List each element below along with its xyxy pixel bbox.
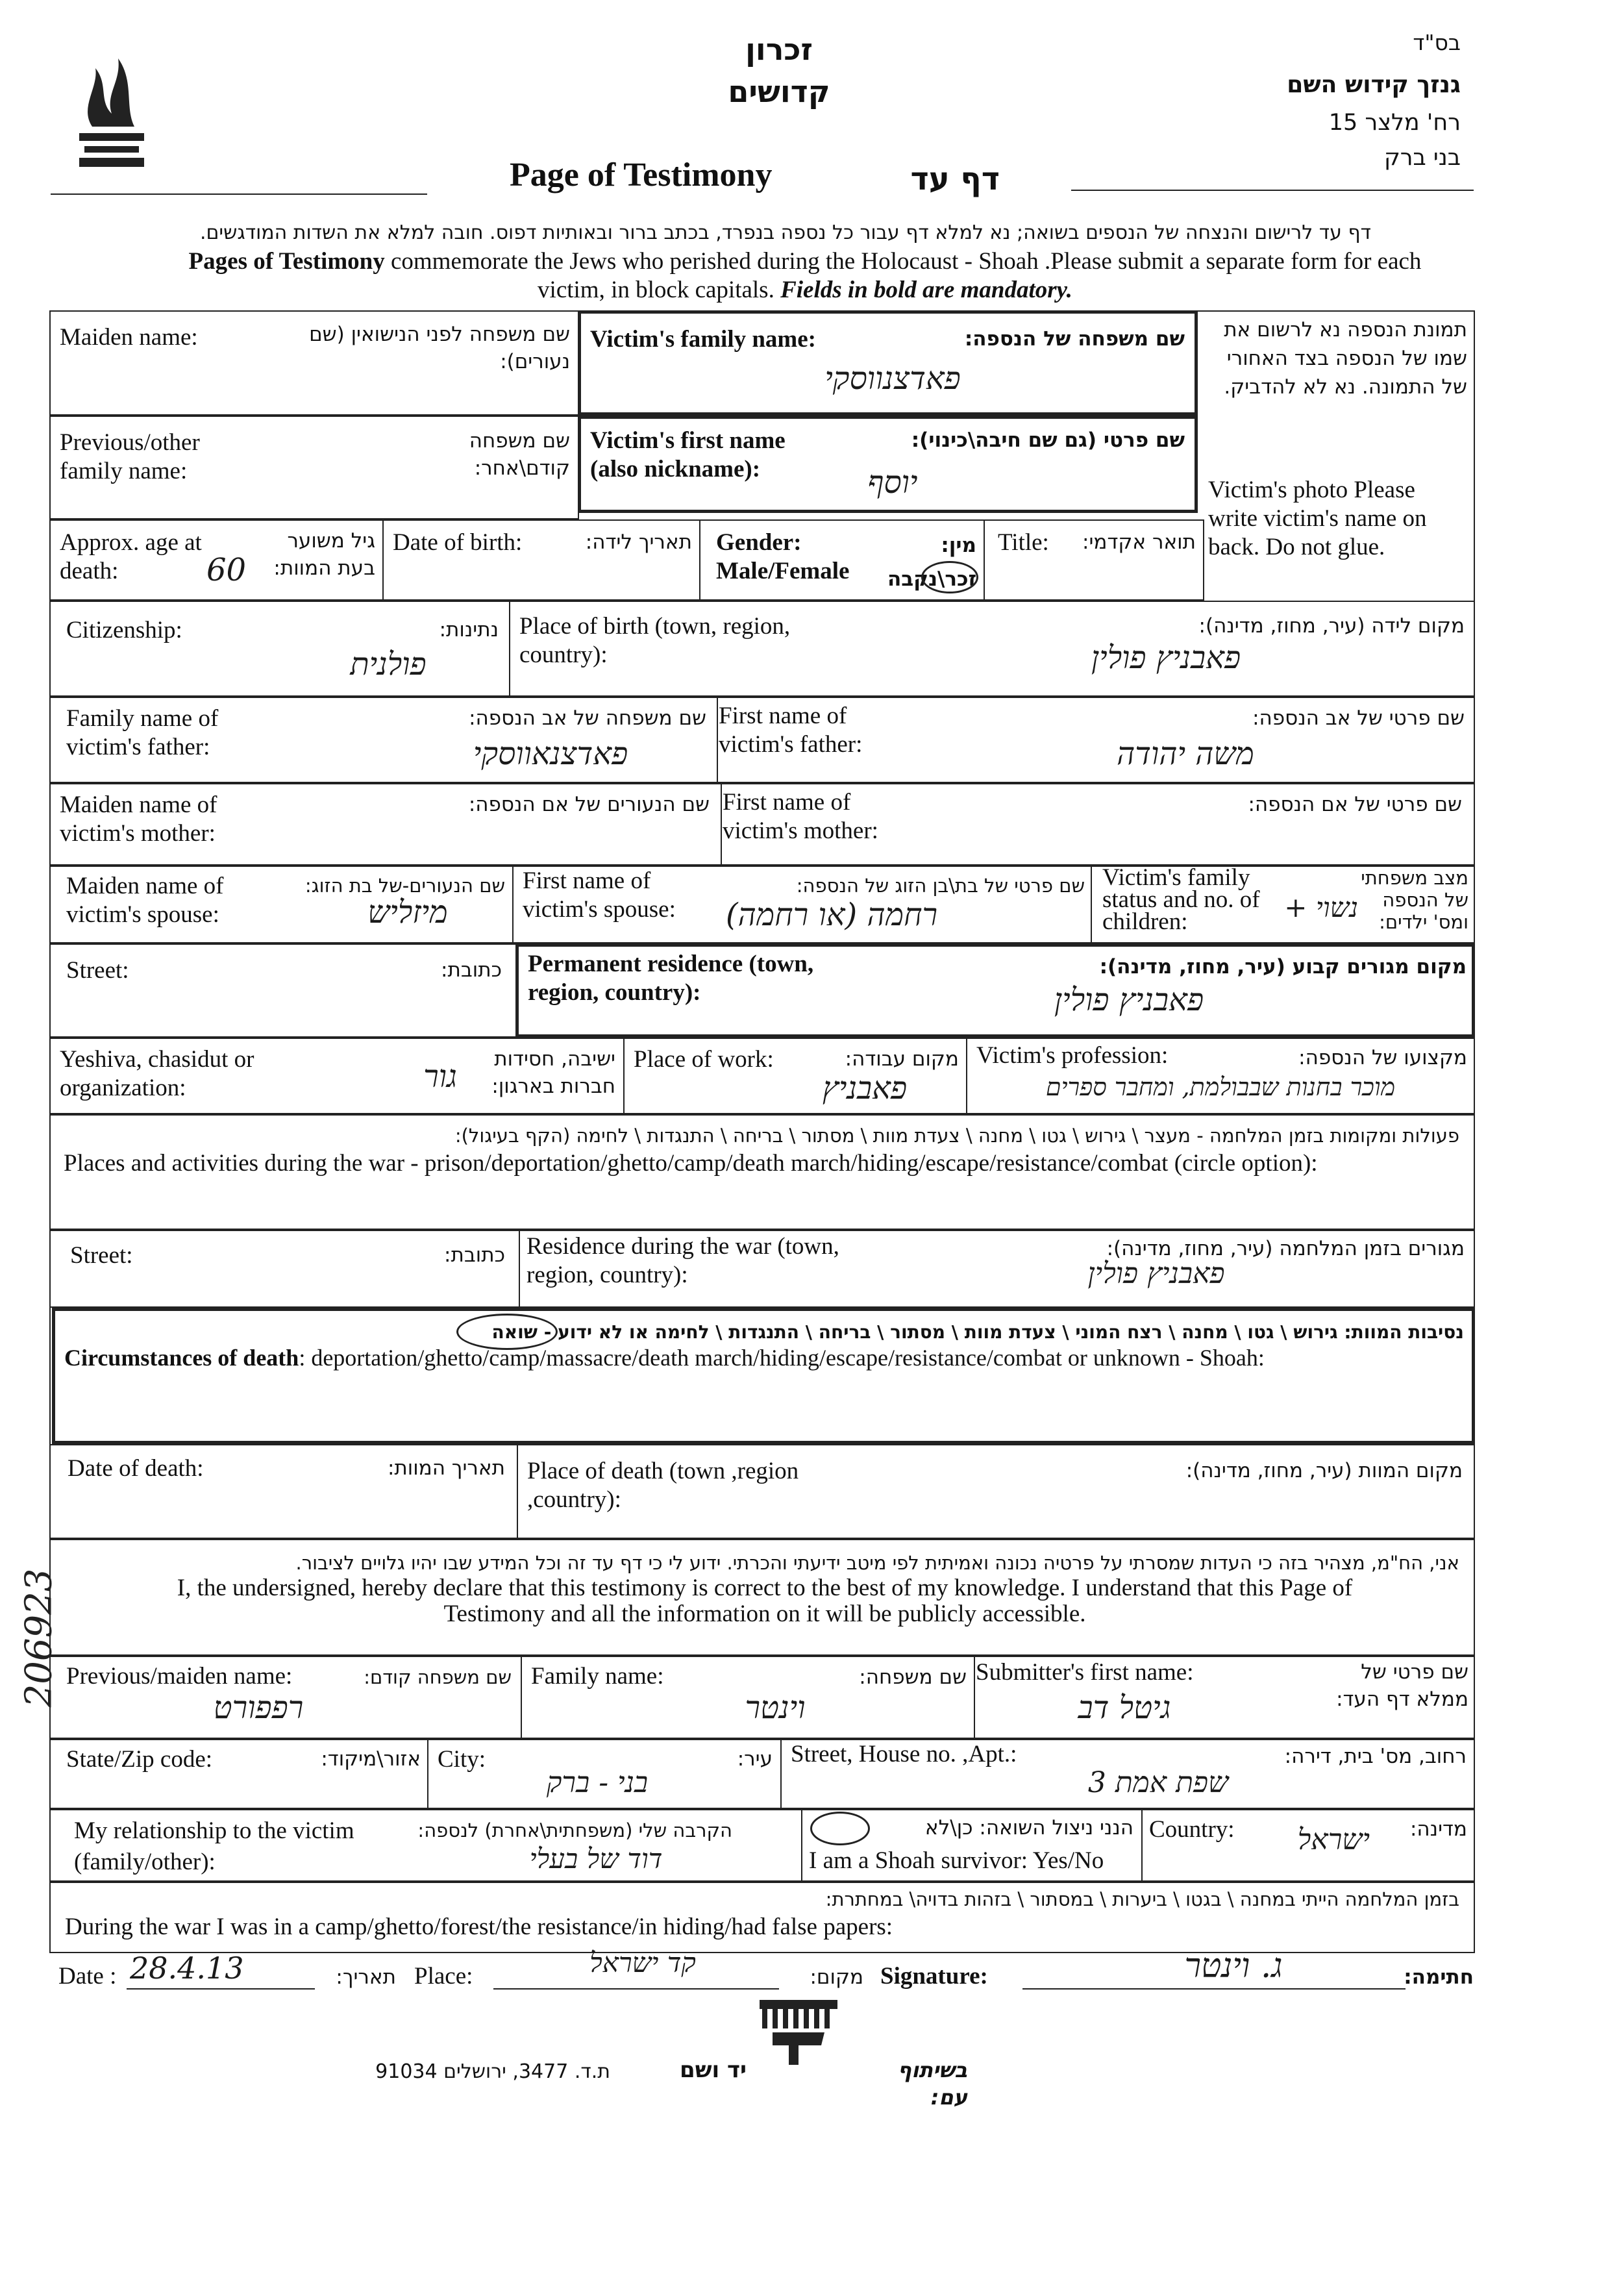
war-residence-cell[interactable]: Residence during the war (town, region, country): מגורים בזמן המלחמה (עיר, מחוז, מדינה): פאבניץ פולין	[519, 1230, 1475, 1308]
submitter-family-name-value: וינטר	[745, 1690, 806, 1726]
country-value: ישראל	[1297, 1823, 1370, 1856]
signature-label: Signature:	[880, 1963, 988, 1990]
place-of-work-value: פאבניץ	[822, 1070, 908, 1106]
circumstances-cell[interactable]: נסיבות המוות: גירוש \ גטו \ מחנה \ רצח המוני \ צעדת מוות \ מסתור \ בריחה \ התנגדות \ לחימה או לא ידוע - שואה Circumstances of death: deportation/ghetto/camp/massacre/death march/hiding/escape/resistance/combat or unknown - Shoah:	[52, 1308, 1475, 1444]
date-label: Date :	[58, 1963, 117, 1990]
father-family-cell[interactable]: Family name of victim's father: שם משפחה של אב הנספה: פאדצנאווסקי	[49, 697, 718, 783]
spouse-maiden-cell[interactable]: Maiden name of victim's spouse: שם הנעורים-של בת הזוג: מיזליש	[49, 866, 514, 943]
submitter-zip-cell[interactable]: State/Zip code: אזור\מיקוד:	[49, 1739, 428, 1809]
dob-cell[interactable]: Date of birth: תאריך לידה:	[382, 519, 700, 601]
street-cell[interactable]: Street: כתובת:	[49, 943, 517, 1038]
war-residence-value: פאבניץ פולין	[1087, 1257, 1225, 1290]
intro-en: Pages of Testimony commemorate the Jews who perished during the Holocaust - Shoah .Please submit a separate form for each	[188, 248, 1422, 275]
father-family-value: פאדצנאווסקי	[473, 736, 628, 772]
title-cell[interactable]: Title: תואר אקדמי:	[984, 519, 1204, 601]
yeshiva-value: גור	[423, 1058, 457, 1095]
yad-vashem-name: יד ושם	[680, 2057, 747, 2083]
yad-vashem-address: ת.ד. 3477, ירושלים 91034	[375, 2060, 610, 2083]
gender-cell[interactable]: Gender: Male/Female מין: זכר\נקבה	[699, 519, 985, 601]
stamp-number: 206923	[18, 1568, 60, 1708]
previous-family-name-cell[interactable]: Previous/other family name: שם משפחה קודם\אחר:	[49, 416, 579, 519]
place-label: Place:	[414, 1963, 473, 1990]
place-label-he: מקום:	[810, 1965, 863, 1989]
mother-first-cell[interactable]: First name of victim's mother: שם פרטי של אם הנספה:	[721, 783, 1475, 866]
victim-family-name-value: פאדצנווסקי	[824, 360, 961, 397]
shoah-circle-mark	[456, 1314, 558, 1350]
family-status-value: נשוי +	[1284, 892, 1358, 923]
family-status-cell[interactable]: Victim's family status and no. of children: מצב משפחתי של הנספה ומס' ילדים: נשוי +	[1091, 866, 1475, 943]
place-of-work-cell[interactable]: Place of work: מקום עבודה: פאבניץ	[623, 1038, 967, 1114]
page-title-he: דף עד	[910, 161, 1000, 197]
submitter-first-name-cell[interactable]: Submitter's first name: שם פרטי של ממלא דף העד: גיטל דב	[974, 1656, 1475, 1739]
photo-area: תמונת הנספה נא לרשום את שמו של הנספה בצד האחורי של התמונה. נא לא להדביק. Victim's photo Please write victim's name on back. Do not glue.	[1208, 318, 1467, 560]
genazim-title: גנזך קידוש השם	[1287, 71, 1461, 98]
relationship-value: דוד של בעלי	[529, 1843, 663, 1875]
page-title: Page of Testimony	[510, 156, 773, 193]
place-value: קד ישראל	[589, 1947, 696, 1978]
survivor-cell[interactable]: הנני ניצול השואה: כן\לא I am a Shoah survivor: Yes/No	[801, 1809, 1143, 1882]
submitter-war-cell[interactable]: בזמן המלחמה הייתי במחנה \ בגטו \ ביערות \ במסתור \ בזהות בדויה\ במחתרת: During the war I was in a camp/ghetto/forest/the resistance/in hiding/had false papers:	[49, 1882, 1475, 1953]
father-first-cell[interactable]: First name of victim's father: שם פרטי של אב הנספה: משה יהודה	[717, 697, 1475, 783]
submitter-previous-name-value: רפפורט	[213, 1690, 304, 1726]
profession-cell[interactable]: Victim's profession: מקצועו של הנספה: מוכר בחנות שבבולמת, ומחבר ספרים	[966, 1038, 1475, 1114]
signature-label-he: חתימה:	[1404, 1965, 1474, 1989]
date-label-he: תאריך:	[336, 1965, 396, 1989]
submitter-city-value: בני - ברק	[546, 1766, 649, 1799]
kedoshim-heading: קדושים	[728, 74, 830, 109]
submitter-street-cell[interactable]: Street, House no. ,Apt.: רחוב, מס' בית, דירה: שפת אמת 3	[780, 1739, 1475, 1809]
permanent-residence-value: פאבניץ פולין	[1054, 982, 1204, 1018]
submitter-family-name-cell[interactable]: Family name: שם משפחה: וינטר	[521, 1656, 975, 1739]
intro-he: דף עד לרישום והנצחה של הנספים בשואה; נא למלא דף עבור כל נספה בנפרד, בכתב ברור ובאותיות דפוס. חובה למלא את השדות המודגשים.	[199, 221, 1372, 244]
victim-first-name-cell[interactable]: Victim's first name (also nickname): שם פרטי (גם שם חיבה\כינוי): יוסף	[578, 416, 1198, 513]
date-of-death-cell[interactable]: Date of death: תאריך המוות:	[49, 1444, 518, 1539]
address-line-2: בני ברק	[1383, 145, 1461, 171]
yeshiva-cell[interactable]: Yeshiva, chasidut or organization: ישיבה, חסידות חברות בארגון: גור	[49, 1038, 625, 1114]
declaration-cell: אני, הח"מ, מצהיר בזה כי העדות שמסרתי על פרטיה נכונה ואמיתית לפי מיטב ידיעתי והכרתי. ידוע לי כי דף עד זה וכל המידע שבו יהיו גלויים לציבור. I, the undersigned, hereby declare that this testimony is correct to the best of my knowledge. I understand that this Page of Testimony and all the information on it will be publicly accessible.	[49, 1539, 1475, 1656]
cooperation-label: בשיתוף עם:	[897, 2058, 967, 2110]
citizenship-cell[interactable]: Citizenship: נתינות: פולנית	[49, 601, 510, 697]
maiden-name-cell[interactable]: Maiden name: שם משפחה לפני הנישואין (שם נעורים):	[49, 310, 579, 416]
relationship-cell[interactable]: My relationship to the victim (family/other): הקרבה שלי (משפחתית\אחרת) לנספה: דוד של בעלי	[49, 1809, 802, 1882]
place-of-birth-cell[interactable]: Place of birth (town, region, country): מקום לידה (עיר, מחוז, מדינה): פאבניץ פולין	[509, 601, 1475, 697]
no-circle-mark	[810, 1812, 870, 1845]
father-first-value: משה יהודה	[1117, 736, 1254, 772]
male-circle-mark	[921, 561, 978, 593]
spouse-maiden-value: מיזליש	[367, 894, 448, 930]
permanent-residence-cell[interactable]: Permanent residence (town, region, country): מקום מגורים קבוע (עיר, מחוז, מדינה): פאבניץ פולין	[515, 943, 1475, 1038]
date-value: 28.4.13	[130, 1951, 244, 1986]
mother-maiden-cell[interactable]: Maiden name of victim's mother: שם הנעורים של אם הנספה:	[49, 783, 722, 866]
bsd-mark: בס"ד	[1413, 30, 1461, 55]
place-of-death-cell[interactable]: Place of death (town ,region ,country): מקום המוות (עיר, מחוז, מדינה):	[517, 1444, 1475, 1539]
spouse-first-value: רחמה (או רחמה)	[725, 897, 938, 933]
age-cell[interactable]: Approx. age at death: גיל משוער בעת המוות: 60	[49, 519, 384, 601]
submitter-street-value: שפת אמת 3	[1087, 1766, 1229, 1799]
profession-value: מוכר בחנות שבבולמת, ומחבר ספרים	[1045, 1073, 1396, 1101]
intro-en-line2: victim, in block capitals. Fields in bold are mandatory.	[538, 277, 1072, 303]
spouse-first-cell[interactable]: First name of victim's spouse: שם פרטי של בת\בן הזוג של הנספה: רחמה (או רחמה)	[512, 866, 1092, 943]
yad-vashem-logo-icon	[753, 1993, 844, 2071]
victim-first-name-value: יוסף	[867, 464, 918, 501]
war-street-cell[interactable]: Street: כתובת:	[49, 1230, 520, 1308]
address-line-1: רח' מלצר 15	[1328, 110, 1461, 136]
country-cell[interactable]: Country: מדינה: ישראל	[1141, 1809, 1475, 1882]
submitter-previous-name-cell[interactable]: Previous/maiden name: שם משפחה קודם: רפפורט	[49, 1656, 522, 1739]
war-places-cell[interactable]: פעולות ומקומות בזמן המלחמה - מעצר \ גירוש \ גטו \ מחנה \ צעדת מוות \ מסתור \ בריחה \ התנגדות \ לחימה (הקף בעיגול): Places and activities during the war - prison/deportation/ghetto/camp/death march/hiding/escape/resistance/combat (circle option):	[49, 1114, 1475, 1230]
signature-value: ג. וינטר	[1184, 1947, 1283, 1986]
zikaron-heading: זכרון	[745, 32, 813, 67]
victim-family-name-cell[interactable]: Victim's family name: שם משפחה של הנספה: פאדצנווסקי	[578, 310, 1198, 416]
submitter-first-name-value: גיטל דב	[1078, 1690, 1171, 1726]
age-value: 60	[206, 552, 247, 588]
citizenship-value: פולנית	[350, 646, 427, 682]
place-of-birth-value: פאבניץ פולין	[1091, 640, 1241, 676]
submitter-city-cell[interactable]: City: עיר: בני - ברק	[427, 1739, 782, 1809]
genazim-logo-icon	[73, 55, 151, 179]
